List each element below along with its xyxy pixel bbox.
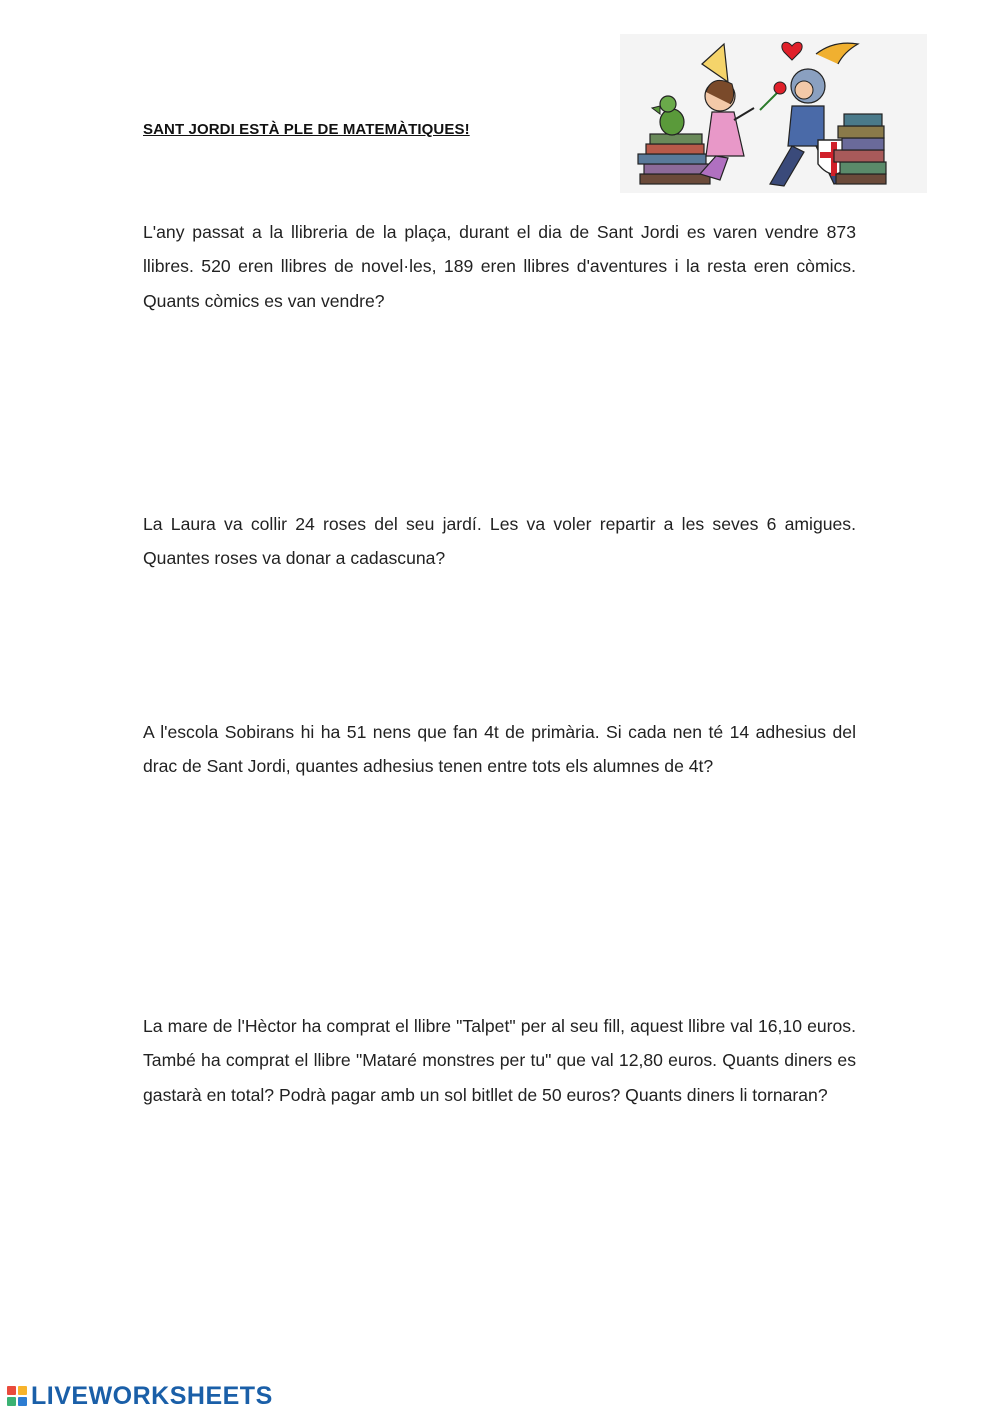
liveworksheets-logo[interactable] [7, 1381, 273, 1411]
heart-icon [782, 42, 802, 60]
princess-icon [700, 44, 754, 180]
logo-text: LIVEWORKSHEETS [31, 1381, 273, 1410]
left-book-stack-icon [638, 134, 710, 184]
problem-2-text: La Laura va collir 24 roses del seu jardí. Les va voler repartir a les seves 6 amigues. Quantes roses va donar a cadascuna? [143, 513, 856, 569]
right-book-stack-icon [834, 114, 886, 184]
problem-3-text: A l'escola Sobirans hi ha 51 nens que fan 4t de primària. Si cada nen té 14 adhesius del drac de Sant Jordi, quantes adhesius tenen entre tots els alumnes de 4t? [143, 721, 856, 777]
princess-knight-drawing [620, 34, 927, 193]
dragon-icon [652, 96, 684, 135]
problem-4-text: La mare de l'Hèctor ha comprat el llibre "Talpet" per al seu fill, aquest llibre val 16,10 euros. També ha comprat el llibre "Mataré monstres per tu" que val 12,80 euros. Quants diners es gastarà en total? Podrà pagar amb un sol bitllet de 50 euros? Quants diners li tornaran? [143, 1015, 856, 1105]
rose-icon [760, 82, 786, 110]
logo-blocks-icon [7, 1386, 27, 1406]
problem-1-text: L'any passat a la llibreria de la plaça, durant el dia de Sant Jordi es varen vendre 873 llibres. 520 eren llibres de novel·les, 189 eren llibres d'aventures i la resta eren còmics. Quants còmics es van vendre? [143, 221, 856, 311]
page-title: SANT JORDI ESTÀ PLE DE MATEMÀTIQUES! [143, 121, 470, 138]
sant-jordi-illustration [620, 34, 927, 193]
